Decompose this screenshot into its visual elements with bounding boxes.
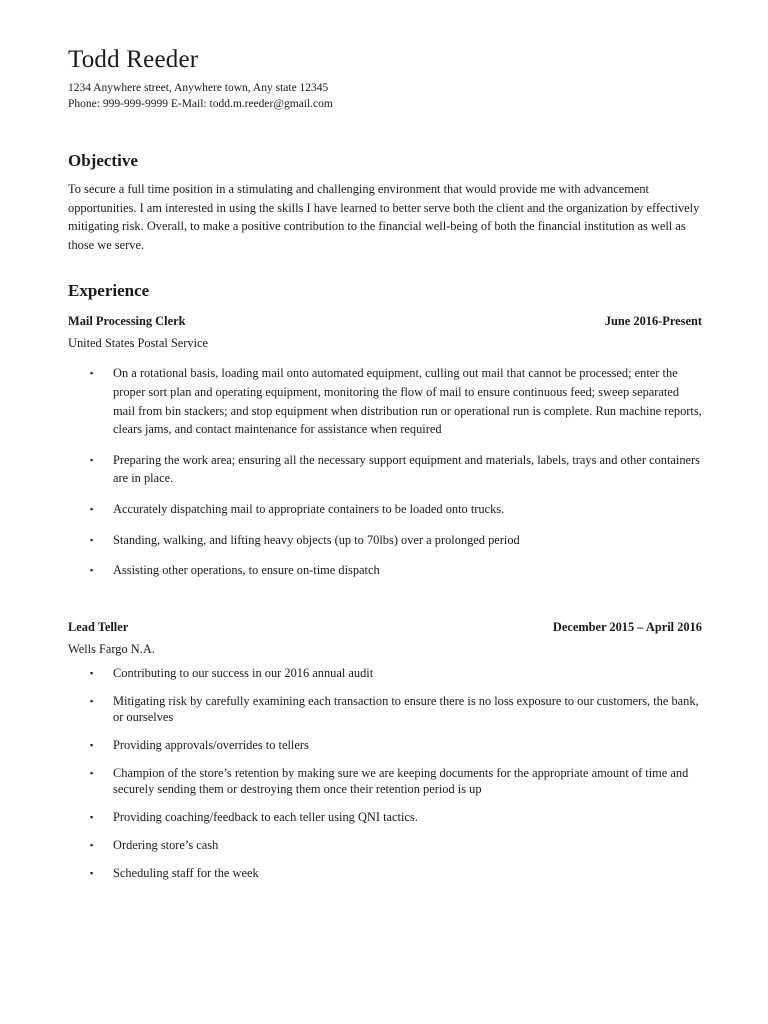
duty-item <box>68 531 702 550</box>
duty-text: Mitigating risk by carefully examining each transaction to ensure there is no loss exposure to our customers, the bank, or ourselves <box>113 693 699 724</box>
bullet-icon: ▪ <box>90 695 94 706</box>
duty-list <box>68 665 702 881</box>
contact-block <box>68 80 702 112</box>
address-line: 1234 Anywhere street, Anywhere town, Any state 12345 <box>68 82 329 94</box>
job-entry <box>68 312 702 579</box>
employer-name: Wells Fargo N.A. <box>68 641 155 656</box>
bullet-icon: ▪ <box>90 368 94 379</box>
duty-item <box>68 665 702 681</box>
bullet-icon: ▪ <box>90 739 94 750</box>
job-title: Lead Teller <box>68 619 129 634</box>
duty-text: Accurately dispatching mail to appropriate containers to be loaded onto trucks. <box>113 501 505 516</box>
duty-text: Contributing to our success in our 2016 annual audit <box>113 665 374 680</box>
job-header <box>68 618 702 636</box>
duty-text: Providing approvals/overrides to tellers <box>113 737 309 752</box>
duty-item <box>68 837 702 853</box>
phone-email-line: Phone: 999-999-9999 E-Mail: todd.m.reeder@gmail.com <box>68 98 333 110</box>
duty-text: Champion of the store’s retention by making sure we are keeping documents for the appropriate amount of time and securely sending them or destroying them once their retention period is up <box>113 765 689 796</box>
duty-text: On a rotational basis, loading mail onto automated equipment, culling out mail that cannot be processed; enter the proper sort plan and operating equipment, monitoring the flow of mail to ensure continuous feed; sweep separated mail from bin stackers; and stop equipment when distribution run or operational run is complete. Run machine reports, clears jams, and contact maintenance for assistance when required <box>113 366 702 437</box>
candidate-name: Todd Reeder <box>68 46 199 73</box>
duty-text: Standing, walking, and lifting heavy objects (up to 70lbs) over a prolonged period <box>113 532 520 547</box>
bullet-icon: ▪ <box>90 565 94 576</box>
bullet-icon: ▪ <box>90 667 94 678</box>
duty-item <box>68 737 702 753</box>
duty-text: Preparing the work area; ensuring all the necessary support equipment and materials, labels, trays and other containers are in place. <box>113 452 700 486</box>
bullet-icon: ▪ <box>90 534 94 545</box>
duty-item <box>68 500 702 519</box>
employer-name: United States Postal Service <box>68 336 209 351</box>
bullet-icon: ▪ <box>90 503 94 514</box>
bullet-icon: ▪ <box>90 811 94 822</box>
bullet-icon: ▪ <box>90 454 94 465</box>
job-dates: June 2016-Present <box>604 314 702 329</box>
duty-item <box>68 451 702 488</box>
bullet-icon: ▪ <box>90 767 94 778</box>
job-dates: December 2015 – April 2016 <box>552 619 702 634</box>
duty-text: Scheduling staff for the week <box>113 865 259 880</box>
job-header <box>68 312 702 330</box>
job-entry <box>68 618 702 881</box>
duty-text: Providing coaching/feedback to each teller using QNI tactics. <box>113 809 418 824</box>
duty-item <box>68 364 702 438</box>
duty-text: Assisting other operations, to ensure on-time dispatch <box>113 563 380 578</box>
duty-item <box>68 693 702 725</box>
bullet-icon: ▪ <box>90 867 94 878</box>
experience-heading: Experience <box>68 281 150 301</box>
duty-list <box>68 364 702 579</box>
duty-item <box>68 865 702 881</box>
bullet-icon: ▪ <box>90 839 94 850</box>
duty-item <box>68 809 702 825</box>
objective-heading: Objective <box>68 151 138 170</box>
duty-item <box>68 765 702 797</box>
job-title: Mail Processing Clerk <box>68 314 186 329</box>
resume-page <box>68 44 702 881</box>
duty-item <box>68 561 702 580</box>
duty-text: Ordering store’s cash <box>113 837 219 852</box>
objective-text: To secure a full time position in a stimulating and challenging environment that would provide me with advancement opportunities. I am interested in using the skills I have learned to better serve both the client and the organization by effectively mitigating risk. Overall, to make a positive contribution to the financial well-being of both the financial institution as well as those we serve. <box>68 182 700 252</box>
